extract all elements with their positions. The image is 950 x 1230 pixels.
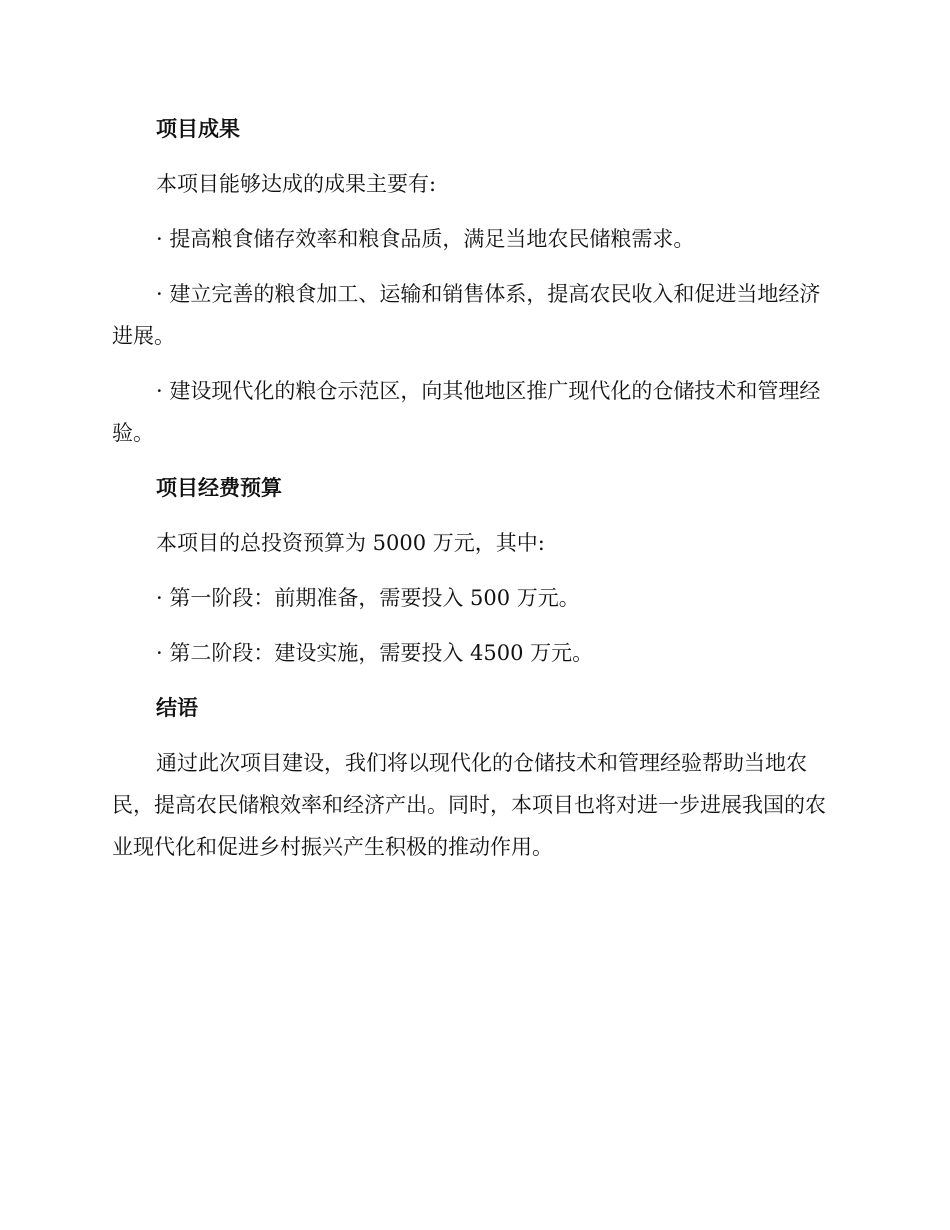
budget-intro: 本项目的总投资预算为 5000 万元，其中: [156, 531, 545, 555]
results-item-1: · 提高粮食储存效率和粮食品质，满足当地农民储粮需求。 [156, 227, 695, 251]
budget-item-1: · 第一阶段：前期准备，需要投入 500 万元。 [156, 586, 580, 610]
conclusion-body: 通过此次项目建设，我们将以现代化的仓储技术和管理经验帮助当地农民，提高农民储粮效率和经济产出。同时，本项目也将对进一步进展我国的农业现代化和促进乡村振兴产生积极的推动作用。 [112, 751, 826, 859]
results-item-3: · 建设现代化的粮仓示范区，向其他地区推广现代化的仓储技术和管理经验。 [112, 379, 821, 445]
section-heading-results: 项目成果 [156, 117, 240, 141]
section-heading-budget: 项目经费预算 [156, 476, 282, 500]
budget-item-2: · 第二阶段：建设实施，需要投入 4500 万元。 [156, 641, 594, 665]
results-intro: 本项目能够达成的成果主要有: [156, 172, 437, 196]
results-item-2: · 建立完善的粮食加工、运输和销售体系，提高农民收入和促进当地经济进展。 [112, 282, 821, 348]
section-heading-conclusion: 结语 [156, 696, 198, 720]
